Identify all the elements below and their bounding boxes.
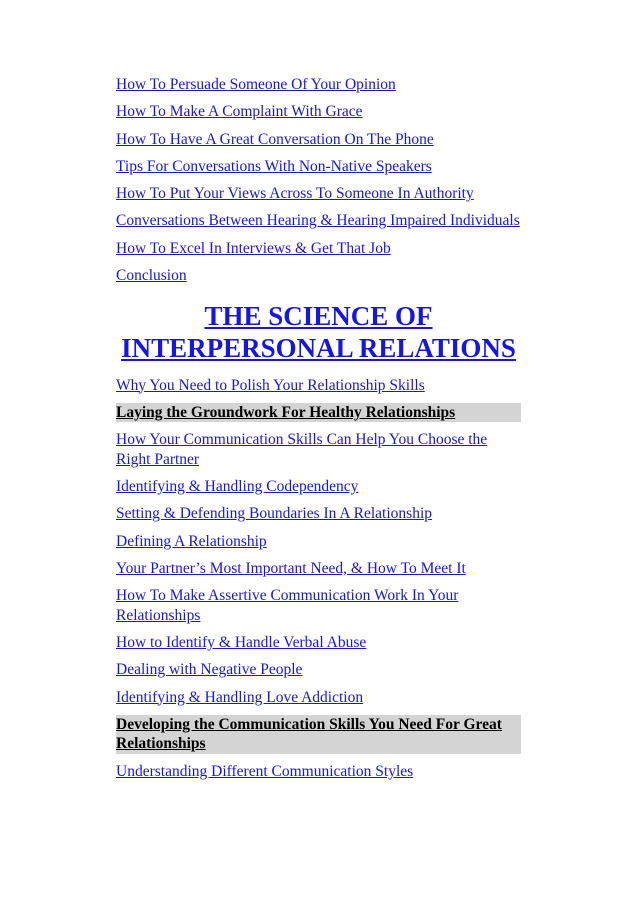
part-title-link[interactable]: THE SCIENCE OF INTERPERSONAL RELATIONS (121, 300, 516, 363)
toc-link-intro[interactable]: Why You Need to Polish Your Relationship Skills (116, 376, 425, 394)
toc-link-conclusion[interactable]: Conclusion (116, 267, 187, 285)
toc-link[interactable]: How To Persuade Someone Of Your Opinion (116, 76, 396, 93)
toc-link[interactable]: Understanding Different Communication Styles (116, 762, 414, 780)
table-of-contents (116, 75, 521, 789)
toc-link[interactable]: How To Have A Great Conversation On The Phone (116, 130, 434, 148)
toc-link[interactable]: Setting & Defending Boundaries In A Relationship (116, 505, 432, 523)
toc-link[interactable]: How To Put Your Views Across To Someone In Authority (116, 185, 474, 203)
toc-link[interactable]: Your Partner’s Most Important Need, & How To Meet It (116, 559, 466, 577)
toc-link[interactable]: How Your Communication Skills Can Help You Choose the Right Partner (116, 431, 488, 468)
section-heading-link[interactable]: Developing the Communication Skills You Need For Great Relationships (116, 715, 521, 754)
toc-link[interactable]: How To Make Assertive Communication Work In Your Relationships (116, 587, 459, 624)
toc-link[interactable]: Tips For Conversations With Non-Native Speakers (116, 157, 432, 175)
toc-link[interactable]: How To Excel In Interviews & Get That Job (116, 239, 391, 257)
toc-link[interactable]: How To Make A Complaint With Grace (116, 103, 363, 121)
toc-link[interactable]: Conversations Between Hearing & Hearing Impaired Individuals (116, 212, 520, 230)
section-heading-link[interactable]: Laying the Groundwork For Healthy Relationships (116, 403, 521, 423)
toc-link[interactable]: How to Identify & Handle Verbal Abuse (116, 633, 367, 651)
toc-link[interactable]: Dealing with Negative People (116, 661, 303, 679)
toc-link[interactable]: Defining A Relationship (116, 532, 267, 550)
toc-link[interactable]: Identifying & Handling Codependency (116, 477, 359, 495)
toc-link[interactable]: Identifying & Handling Love Addiction (116, 688, 364, 706)
